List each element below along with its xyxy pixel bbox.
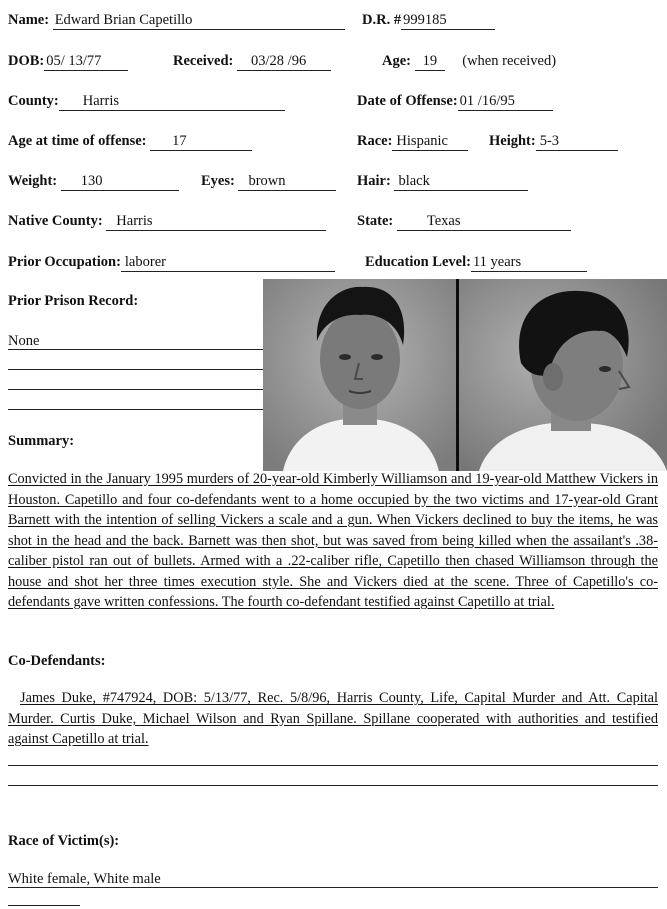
education-field (365, 254, 587, 272)
race-value: Hispanic (392, 134, 468, 151)
age-field (382, 53, 556, 71)
occupation-field (8, 254, 335, 272)
height-field (489, 133, 618, 151)
dr-field (362, 12, 495, 30)
eyes-label: Eyes: (201, 173, 235, 189)
age-offense-value: 17 (150, 134, 252, 151)
hair-value: black (394, 174, 528, 191)
prior-record-line (8, 369, 264, 370)
occupation-label: Prior Occupation: (8, 254, 121, 270)
summary-heading: Summary: (8, 433, 75, 449)
hair-field (357, 173, 528, 191)
name-value: Edward Brian Capetillo (53, 13, 345, 30)
codefendants-text: James Duke, #747924, DOB: 5/13/77, Rec. 5/8/96, Harris County, Life, Capital Murder and Att. Capital Murder. Curtis Duke, Michael Wilson and Ryan Spillane. Spillane cooperated with authorities and testified against Capetillo at trial. (8, 690, 658, 747)
hair-label: Hair: (357, 173, 391, 189)
dr-value: 999185 (401, 13, 495, 30)
received-value: 03/28 /96 (237, 54, 331, 71)
weight-field (8, 173, 179, 191)
victims-line (8, 887, 658, 888)
state-value: Texas (397, 214, 571, 231)
summary-text: Convicted in the January 1995 murders of 20-year-old Kimberly Williamson and 19-year-old Matthew Vickers in Houston. Capetillo and four co-defendants went to a home occupied by the two victims and 17-year-old Grant Barnett with the intention of selling Vickers a scale and a gun. When Vickers declined to buy the items, he was shot in the head and the back. Barnett was then shot, but was saved from being killed when the assailant's .38-caliber pistol ran out of bullets. Armed with a .22-caliber rifle, Capetillo then chased Williamson through the house and shot her three times execution style. She and Vickers died at the scene. Three of Capetillo's co-defendants gave written confessions. The fourth co-defendant testified against Capetillo at trial. (8, 471, 658, 610)
native-county-value: Harris (106, 214, 326, 231)
photo-divider (456, 279, 459, 471)
race-field (357, 133, 468, 151)
native-county-field (8, 213, 326, 231)
occupation-value: laborer (121, 255, 335, 272)
age-offense-label: Age at time of offense: (8, 133, 147, 149)
native-county-label: Native County: (8, 213, 103, 229)
county-field (8, 93, 285, 111)
received-label: Received: (173, 53, 234, 69)
height-label: Height: (489, 133, 536, 149)
county-value: Harris (59, 94, 285, 111)
weight-label: Weight: (8, 173, 58, 189)
race-label: Race: (357, 133, 393, 149)
mugshot-photo (263, 279, 667, 471)
codefendants-line (8, 765, 658, 766)
victims-value: White female, White male (8, 871, 161, 887)
dob-field (8, 53, 128, 71)
age-note: (when received) (462, 53, 557, 69)
name-field (8, 12, 345, 30)
victims-line (8, 905, 80, 906)
prior-record-line (8, 409, 264, 410)
codefendants-heading: Co-Defendants: (8, 653, 106, 669)
prior-record-label: Prior Prison Record: (8, 293, 139, 309)
prior-record-line (8, 389, 264, 390)
eyes-value: brown (238, 174, 336, 191)
state-field (357, 213, 571, 231)
age-value: 19 (415, 54, 445, 71)
mugshot-illustration (263, 279, 667, 471)
codefendants-line (8, 785, 658, 786)
weight-value: 130 (61, 174, 179, 191)
education-label: Education Level: (365, 254, 471, 270)
offense-date-field (357, 93, 553, 111)
dr-label: D.R. # (362, 12, 402, 28)
prior-record-value: None (8, 333, 40, 349)
name-label: Name: (8, 12, 50, 28)
county-label: County: (8, 93, 59, 109)
dob-label: DOB: (8, 53, 45, 69)
offense-date-label: Date of Offense: (357, 93, 458, 109)
offense-date-value: 01 /16/95 (458, 94, 553, 111)
victims-heading: Race of Victim(s): (8, 833, 120, 849)
state-label: State: (357, 213, 394, 229)
age-label: Age: (382, 53, 411, 69)
height-value: 5-3 (536, 134, 618, 151)
prior-record-line (8, 349, 264, 350)
education-value: 11 years (471, 255, 587, 272)
eyes-field (201, 173, 336, 191)
received-field (173, 53, 331, 71)
dob-value: 05/ 13/77 (44, 54, 128, 71)
age-offense-field (8, 133, 252, 151)
